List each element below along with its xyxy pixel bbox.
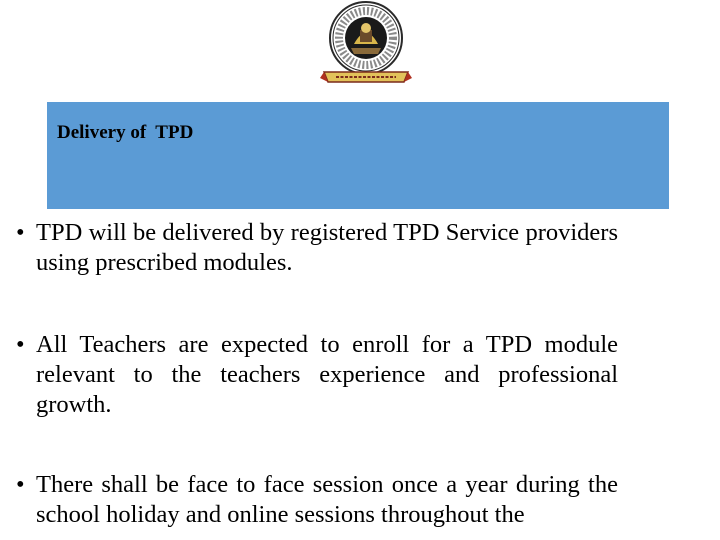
title-banner: [47, 102, 669, 209]
bullet-text: All Teachers are expected to enroll for a TPD module relevant to the teachers experience and professional growth.: [36, 331, 618, 418]
bullet-item: [16, 330, 618, 420]
bullet-text: TPD will be delivered by registered TPD Service providers using prescribed modules.: [36, 219, 618, 276]
bullet-text: There shall be face to face session once a year during the school holiday and online sessions throughout the: [36, 471, 618, 528]
bullet-marker: •: [16, 331, 25, 358]
bullet-marker: •: [16, 471, 25, 498]
tsc-seal-icon: [318, 0, 414, 90]
slide-title: Delivery of TPD: [57, 122, 194, 143]
bullet-marker: •: [16, 219, 25, 246]
bullet-list: [16, 218, 618, 530]
tsc-logo: [318, 0, 414, 90]
bullet-item: [16, 218, 618, 278]
bullet-item: [16, 470, 618, 530]
